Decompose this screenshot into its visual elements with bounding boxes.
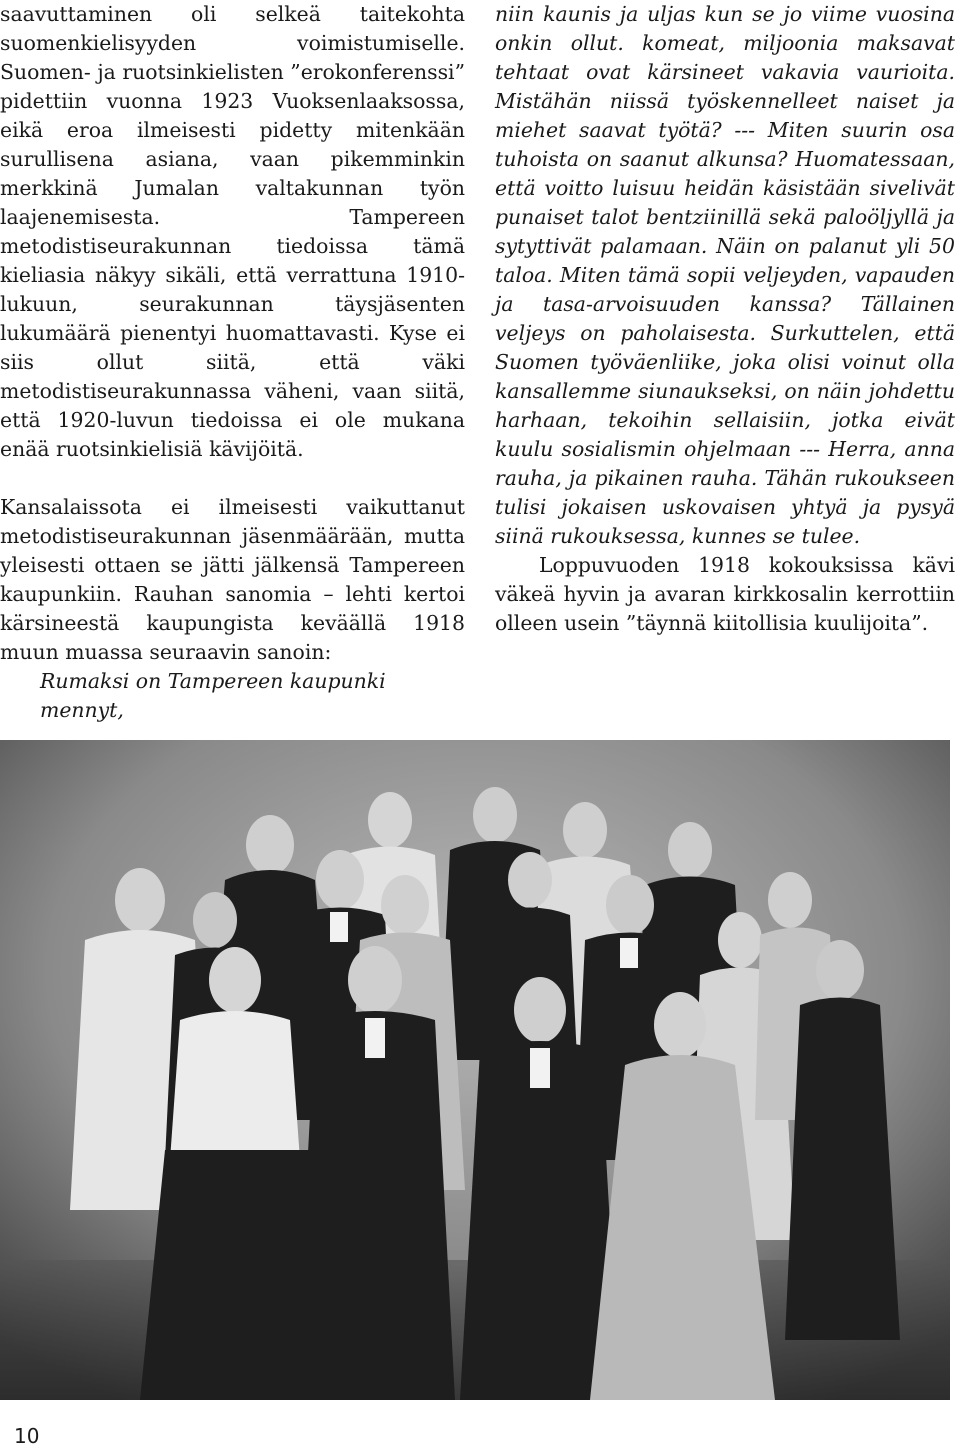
quote-continuation: niin kaunis ja uljas kun se jo viime vuosina onkin ollut. komeat, miljoonia maksavat tehtaat ovat kärsineet vakavia vaurioita. Mistähän niissä työskennelleet naiset ja miehet saavat työtä? --- Miten suurin osa tuhoista on saanut alkunsa? Huomatessaan, että voitto luisuu heidän käsistään sivelivät punaiset talot bentziinillä sekä paloöljyllä ja sytyttivät palamaan. Näin on palanut yli 50 taloa. Miten tämä sopii veljeyden, vapauden ja tasa-arvoisuuden kanssa? Tällainen veljeys on paholaisesta. Surkuttelen, että Suomen työväenliike, joka olisi voinut olla kansallemme siunaukseksi, on näin johdettu harhaan, tekoihin sellaisiin, jotka eivät kuulu sosialismin ohjelmaan --- Herra, anna rauha, ja pikainen rauha. Tähän rukoukseen tulisi jokaisen uskovaisen yhtyä ja pysyä siinä rukouksessa, kunnes se tulee. (495, 2, 955, 548)
paragraph-2: Kansalaissota ei ilmeisesti vaikuttanut metodistiseurakunnan jäsenmäärään, mutta yleisesti ottaen se jätti jälkensä Tampereen kaupunkiin. Rauhan sanomia – lehti kertoi kärsineestä kaupungista keväällä 1918 muun muassa seuraavin sanoin: (0, 495, 465, 664)
quote-opening-line: Rumaksi on Tampereen kaupunki mennyt, (40, 669, 386, 722)
paragraph-gap (0, 464, 465, 493)
page-number: 10 (14, 1424, 40, 1448)
right-column (495, 0, 955, 638)
group-photo (0, 740, 950, 1400)
paragraph-after-quote: Loppuvuoden 1918 kokouksissa kävi väkeä hyvin ja avaran kirkkosalin kerrottiin olleen usein ”täynnä kiitollisia kuulijoita”. (495, 553, 955, 635)
group-photo-icon (0, 740, 950, 1400)
paragraph-1: saavuttaminen oli selkeä taitekohta suomenkielisyyden voimistumiselle. Suomen- ja ruotsinkielisten ”erokonferenssi” pidettiin vuonna 1923 Vuoksenlaaksossa, eikä eroa ilmeisesti pidetty mitenkään surullisena asiana, vaan pikemminkin merkkinä Jumalan valtakunnan työn laajenemisesta. Tampereen metodistiseurakunnan tiedoissa tämä kieliasia näkyy sikäli, että verrattuna 1910-lukuun, seurakunnan täysjäsenten lukumäärä pienentyi huomattavasti. Kyse ei siis ollut siitä, että väki metodistiseurakunnassa väheni, vaan siitä, että 1920-luvun tiedoissa ei ole mukana enää ruotsinkielisiä kävijöitä. (0, 2, 465, 461)
left-column (0, 0, 465, 725)
